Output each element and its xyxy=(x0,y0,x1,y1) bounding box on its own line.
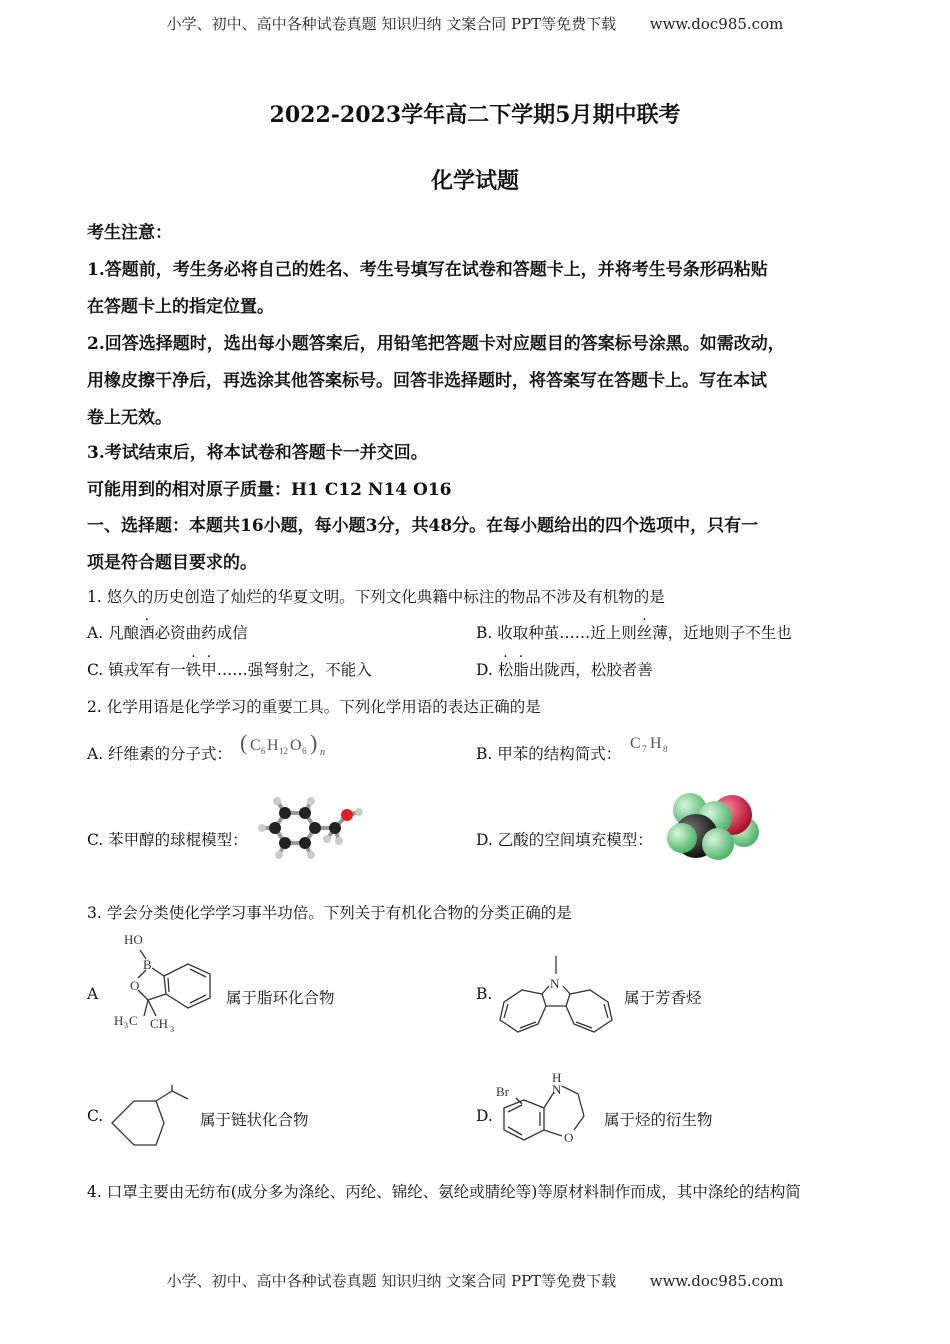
svg-text:N: N xyxy=(552,1082,562,1097)
q2-option-d[interactable]: D. 乙酸的空间填充模型： xyxy=(476,831,653,849)
svg-text:O: O xyxy=(564,1130,574,1145)
q3-d-bromo-benzoxazine-structure xyxy=(494,1062,604,1157)
question-1-stem: 1. 悠久的历史创造了灿烂的华夏文明。下列文化典籍中标注的物品不涉及有机物的是 xyxy=(87,588,665,606)
svg-text:HO: HO xyxy=(124,932,143,947)
svg-text:B: B xyxy=(143,957,152,972)
q1-option-d[interactable] xyxy=(476,658,653,680)
q1-b-post: 薄，近地则子不生也 xyxy=(652,624,792,642)
notice-line-1: 1.答题前，考生务必将自己的姓名、考生号填写在试卷和答题卡上，并将考生号条形码粘贴 xyxy=(87,260,768,280)
q3-c-text: 属于链状化合物 xyxy=(200,1111,309,1129)
exam-title: 2022-2023学年高二下学期5月期中联考 xyxy=(269,102,681,128)
q1-c-mark-2: 甲 xyxy=(201,661,217,679)
svg-text:8: 8 xyxy=(663,744,668,754)
benzyl-alcohol-ball-stick-model xyxy=(255,795,370,865)
svg-text:O: O xyxy=(290,737,302,754)
q3-a-text: 属于脂环化合物 xyxy=(226,989,335,1007)
notice-line-2: 在答题卡上的指定位置。 xyxy=(87,297,274,317)
q1-b-pre: B. 收取种茧……近上则 xyxy=(476,624,637,642)
svg-text:CH: CH xyxy=(150,1016,169,1031)
q3-b-text: 属于芳香烃 xyxy=(624,989,702,1007)
q1-c-pre: C. 镇戎军有一 xyxy=(87,661,186,679)
svg-text:Br: Br xyxy=(496,1084,509,1099)
q1-c-mark-1: 铁 xyxy=(185,661,202,679)
q3-option-a-label[interactable]: A xyxy=(87,985,99,1003)
q3-c-isopropylcyclohexane-structure xyxy=(106,1085,196,1157)
q1-b-mark: 丝 xyxy=(636,624,653,642)
svg-text:H: H xyxy=(114,1013,124,1028)
q2-option-a[interactable]: A. 纤维素的分子式： xyxy=(87,745,233,763)
question-4-stem: 4. 口罩主要由无纺布(成分多为涤纶、丙纶、锦纶、氨纶或腈纶等)等原材料制作而成，其中涤纶的结构简 xyxy=(87,1183,801,1201)
notice-line-4: 用橡皮擦干净后，再选涂其他答案标号。回答非选择题时，将答案写在答题卡上。写在本试 xyxy=(87,371,767,391)
svg-text:6: 6 xyxy=(261,746,266,756)
acetic-acid-space-filling-model xyxy=(660,790,770,868)
q3-b-n-methylcarbazole-structure xyxy=(494,952,619,1037)
q1-option-c[interactable] xyxy=(87,658,372,680)
exam-subtitle: 化学试题 xyxy=(430,168,519,194)
svg-text:C: C xyxy=(630,735,641,752)
atomic-mass-line: 可能用到的相对原子质量：H1 C12 N14 O16 xyxy=(87,480,452,500)
svg-text:H: H xyxy=(267,737,279,754)
notice-line-5: 卷上无效。 xyxy=(87,408,172,428)
q1-option-a[interactable] xyxy=(87,621,248,643)
q3-option-d-label[interactable]: D. xyxy=(476,1107,493,1125)
svg-text:n: n xyxy=(320,747,325,758)
svg-text:6: 6 xyxy=(302,746,307,756)
svg-text:C: C xyxy=(250,737,261,754)
q3-option-b-label[interactable]: B. xyxy=(476,985,493,1003)
notice-heading: 考生注意： xyxy=(87,223,172,243)
q1-d-mark-2: 脂 xyxy=(513,661,529,679)
q1-d-pre: D. xyxy=(476,661,498,679)
svg-text:H: H xyxy=(552,1070,562,1085)
page-header xyxy=(0,13,950,34)
q2-option-c[interactable]: C. 苯甲醇的球棍模型： xyxy=(87,831,248,849)
q2-option-b[interactable]: B. 甲苯的结构简式： xyxy=(476,745,622,763)
notice-line-6: 3.考试结束后，将本试卷和答题卡一并交回。 xyxy=(87,443,428,463)
question-3-stem: 3. 学会分类使化学学习事半功倍。下列关于有机化合物的分类正确的是 xyxy=(87,904,572,922)
svg-text:7: 7 xyxy=(642,744,647,754)
header-text: 小学、初中、高中各种试卷真题 知识归纳 文案合同 PPT等免费下载 xyxy=(166,15,617,33)
section-heading-1: 一、选择题：本题共16小题，每小题3分，共48分。在每小题给出的四个选项中，只有一 xyxy=(87,516,759,536)
q1-c-post: ……强弩射之，不能入 xyxy=(216,661,372,679)
toluene-formula xyxy=(628,730,688,756)
svg-text:3: 3 xyxy=(124,1021,128,1030)
q1-option-b[interactable] xyxy=(476,621,792,643)
q3-option-c-label[interactable]: C. xyxy=(87,1107,104,1125)
footer-text: 小学、初中、高中各种试卷真题 知识归纳 文案合同 PPT等免费下载 xyxy=(166,1272,617,1290)
q1-d-mark-1: 松 xyxy=(497,661,514,679)
question-2-stem: 2. 化学用语是化学学习的重要工具。下列化学用语的表达正确的是 xyxy=(87,698,541,716)
q1-a-post: 必资曲药成信 xyxy=(154,624,248,642)
svg-text:O: O xyxy=(130,978,140,993)
header-url[interactable]: www.doc985.com xyxy=(649,15,784,33)
q3-d-text: 属于烃的衍生物 xyxy=(604,1111,713,1129)
section-heading-2: 项是符合题目要求的。 xyxy=(87,553,257,573)
q1-d-post: 出陇西，松胶者善 xyxy=(528,661,653,679)
q1-a-mark: 酒 xyxy=(139,624,155,642)
svg-text:C: C xyxy=(129,1013,138,1028)
page-footer xyxy=(0,1270,950,1291)
svg-text:H: H xyxy=(650,735,662,752)
svg-text:N: N xyxy=(550,976,560,991)
svg-text:(: ( xyxy=(240,730,248,755)
notice-line-3: 2.回答选择题时，选出每小题答案后，用铅笔把答题卡对应题目的答案标号涂黑。如需改动， xyxy=(87,334,785,354)
cellulose-formula xyxy=(240,728,340,760)
svg-text:3: 3 xyxy=(170,1025,174,1034)
q3-a-benzoxaborole-structure xyxy=(110,928,220,1038)
footer-url[interactable]: www.doc985.com xyxy=(649,1272,784,1290)
q1-a-pre: A. 凡酿 xyxy=(87,624,140,642)
svg-text:): ) xyxy=(310,730,318,755)
svg-text:12: 12 xyxy=(279,746,288,756)
